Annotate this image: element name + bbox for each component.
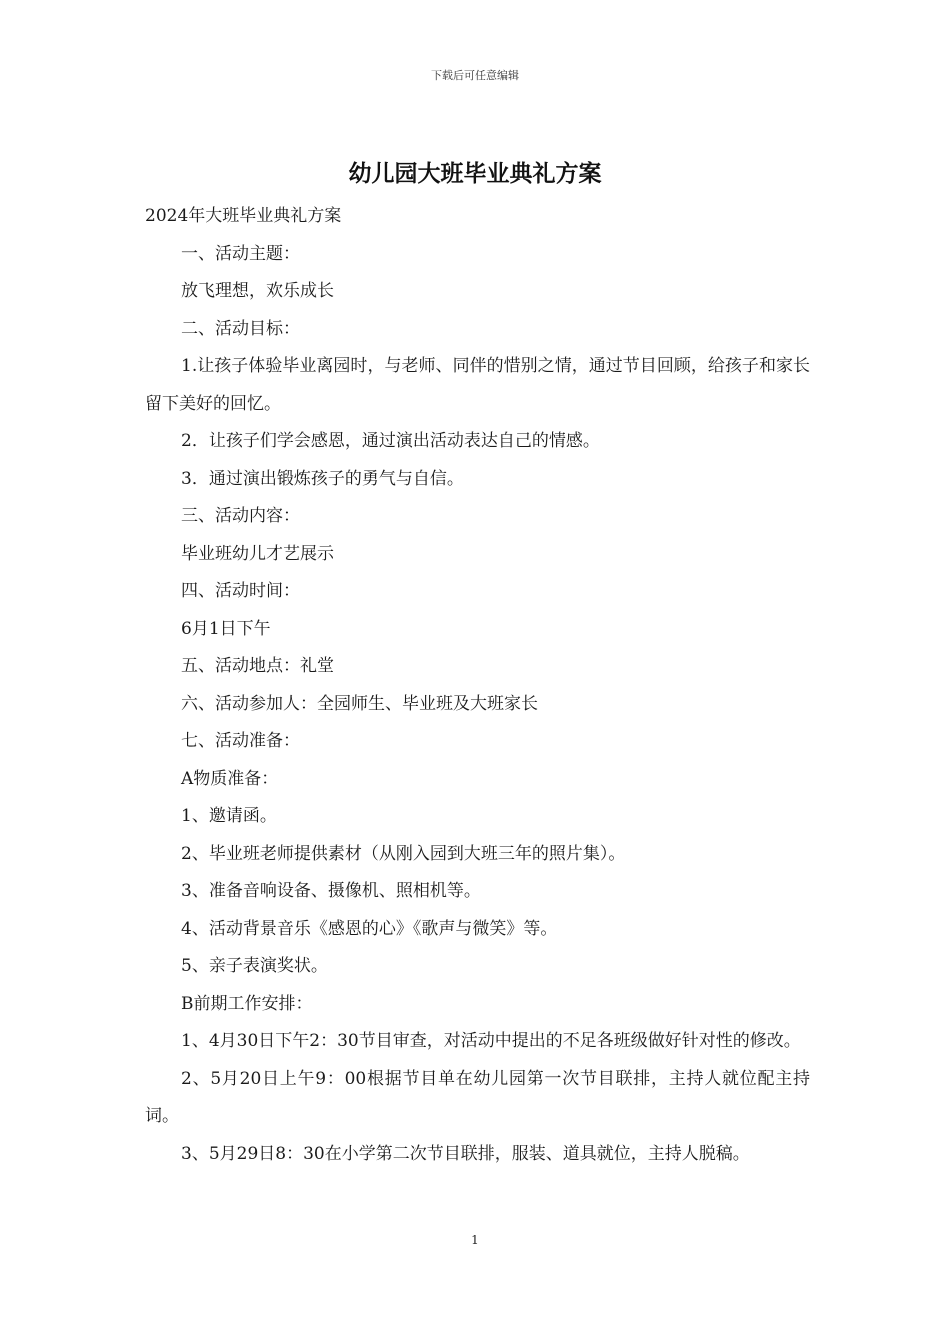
list-item: 2、毕业班老师提供素材（从刚入园到大班三年的照片集）。: [181, 843, 626, 864]
list-item: 1、邀请函。: [181, 806, 277, 826]
paragraph: 1.让孩子体验毕业离园时，与老师、同伴的惜别之情，通过节目回顾，给孩子和家长留下美好的回忆。: [145, 356, 810, 414]
section-heading-preparation: 七、活动准备：: [181, 731, 300, 751]
subsection-heading-materials: A物质准备：: [181, 768, 279, 789]
section-heading-location: 五、活动地点：礼堂: [181, 656, 334, 676]
list-item: 5、亲子表演奖状。: [181, 956, 328, 976]
section-heading-content: 三、活动内容：: [181, 506, 300, 526]
list-item: 3、准备音响设备、摄像机、照相机等。: [181, 881, 481, 901]
section-heading-goals: 二、活动目标：: [181, 318, 300, 339]
section-heading-participants: 六、活动参加人：全园师生、毕业班及大班家长: [181, 693, 538, 714]
list-item: 2、5月20日上午9：00根据节目单在幼儿园第一次节目联排，主持人就位配主持词。: [145, 1068, 810, 1126]
document-title: 幼儿园大班毕业典礼方案: [348, 161, 602, 187]
paragraph: 放飞理想，欢乐成长: [181, 281, 334, 301]
paragraph: 毕业班幼儿才艺展示: [181, 543, 334, 564]
page-number: 1: [471, 1233, 479, 1247]
subsection-heading-schedule: B前期工作安排：: [181, 993, 313, 1014]
section-heading-theme: 一、活动主题：: [181, 243, 300, 264]
list-item: 3、5月29日8：30在小学第二次节目联排，服装、道具就位，主持人脱稿。: [181, 1143, 750, 1164]
list-item: 1、4月30日下午2：30节目审查，对活动中提出的不足各班级做好针对性的修改。: [181, 1031, 801, 1051]
page-header-note: 下载后可任意编辑: [431, 69, 519, 82]
list-item: 4、活动背景音乐《感恩的心》《歌声与微笑》等。: [181, 918, 558, 939]
paragraph: 2．让孩子们学会感恩，通过演出活动表达自己的情感。: [181, 431, 600, 451]
paragraph: 3．通过演出锻炼孩子的勇气与自信。: [181, 468, 464, 489]
section-heading-time: 四、活动时间：: [181, 581, 300, 601]
document-body: [145, 198, 810, 1173]
paragraph: 6月1日下午: [181, 618, 271, 639]
paragraph-subtitle: 2024年大班毕业典礼方案: [145, 206, 342, 226]
